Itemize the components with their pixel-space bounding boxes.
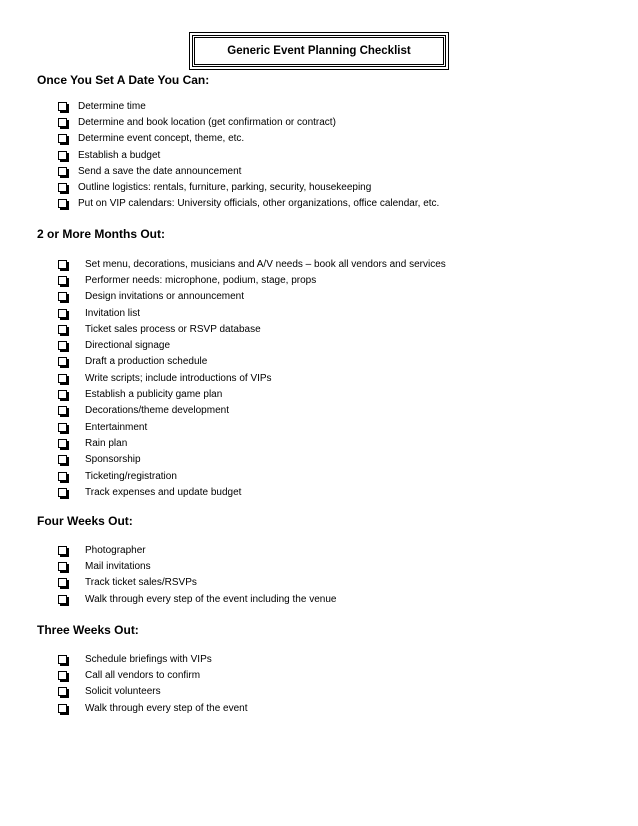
list-item xyxy=(37,651,617,667)
item-label: Invitation list xyxy=(85,307,141,319)
checkbox[interactable] xyxy=(58,292,67,301)
item-label: Sponsorship xyxy=(85,454,141,466)
checkbox[interactable] xyxy=(58,374,67,383)
list-item xyxy=(37,370,617,386)
checkbox[interactable] xyxy=(58,357,67,366)
checkbox[interactable] xyxy=(58,102,67,111)
item-label: Walk through every step of the event including the venue xyxy=(85,593,337,605)
list-item xyxy=(37,591,617,607)
item-label: Ticketing/registration xyxy=(85,470,177,482)
section-heading: 2 or More Months Out: xyxy=(37,227,165,241)
section-heading: Three Weeks Out: xyxy=(37,623,139,637)
checkbox[interactable] xyxy=(58,562,67,571)
item-label: Directional signage xyxy=(85,340,171,352)
checkbox[interactable] xyxy=(58,276,67,285)
item-label: Design invitations or announcement xyxy=(85,291,244,303)
item-label: Mail invitations xyxy=(85,560,151,572)
list-item xyxy=(37,321,617,337)
list-item xyxy=(37,386,617,402)
item-label: Draft a production schedule xyxy=(85,356,208,368)
item-label: Track expenses and update budget xyxy=(85,486,242,498)
checkbox[interactable] xyxy=(58,671,67,680)
checkbox[interactable] xyxy=(58,134,67,143)
item-label: Solicit volunteers xyxy=(85,686,161,698)
item-label: Call all vendors to confirm xyxy=(85,669,201,681)
list-item xyxy=(37,468,617,484)
item-label: Rain plan xyxy=(85,437,128,449)
checkbox[interactable] xyxy=(58,151,67,160)
checklist xyxy=(37,256,617,500)
checkbox[interactable] xyxy=(58,578,67,587)
checkbox[interactable] xyxy=(58,325,67,334)
checklist xyxy=(37,651,617,716)
item-label: Entertainment xyxy=(85,421,148,433)
list-item xyxy=(37,256,617,272)
item-label: Outline logistics: rentals, furniture, parking, security, housekeeping xyxy=(78,182,372,194)
item-label: Write scripts; include introductions of VIPs xyxy=(85,372,272,384)
list-item xyxy=(37,272,617,288)
list-item xyxy=(37,114,617,130)
list-item xyxy=(37,98,617,114)
item-label: Decorations/theme development xyxy=(85,405,229,417)
list-item xyxy=(37,179,617,195)
checkbox[interactable] xyxy=(58,309,67,318)
checkbox[interactable] xyxy=(58,455,67,464)
item-label: Establish a publicity game plan xyxy=(85,389,223,401)
item-label: Determine event concept, theme, etc. xyxy=(78,133,245,145)
item-label: Determine and book location (get confirmation or contract) xyxy=(78,116,336,128)
item-label: Establish a budget xyxy=(78,149,161,161)
checkbox[interactable] xyxy=(58,167,67,176)
checkbox[interactable] xyxy=(58,488,67,497)
page-title: Generic Event Planning Checklist xyxy=(192,35,446,67)
checkbox[interactable] xyxy=(58,406,67,415)
item-label: Photographer xyxy=(85,544,146,556)
checkbox[interactable] xyxy=(58,655,67,664)
list-item xyxy=(37,542,617,558)
checkbox[interactable] xyxy=(58,390,67,399)
checkbox[interactable] xyxy=(58,439,67,448)
item-label: Set menu, decorations, musicians and A/V needs – book all vendors and services xyxy=(85,258,446,270)
list-item xyxy=(37,452,617,468)
checkbox[interactable] xyxy=(58,183,67,192)
section-two-months-out xyxy=(37,226,617,500)
list-item xyxy=(37,131,617,147)
list-item xyxy=(37,484,617,500)
section-three-weeks-out xyxy=(37,622,617,716)
list-item xyxy=(37,196,617,212)
item-label: Walk through every step of the event xyxy=(85,702,248,714)
list-item xyxy=(37,558,617,574)
checklist xyxy=(37,98,617,212)
item-label: Determine time xyxy=(78,100,146,112)
section-heading: Four Weeks Out: xyxy=(37,514,133,528)
checkbox[interactable] xyxy=(58,687,67,696)
item-label: Send a save the date announcement xyxy=(78,165,242,177)
section-heading: Once You Set A Date You Can: xyxy=(37,73,210,87)
item-label: Track ticket sales/RSVPs xyxy=(85,577,197,589)
section-once-date-set xyxy=(37,72,617,212)
list-item xyxy=(37,305,617,321)
list-item xyxy=(37,147,617,163)
list-item xyxy=(37,289,617,305)
checkbox[interactable] xyxy=(58,546,67,555)
item-label: Ticket sales process or RSVP database xyxy=(85,323,261,335)
item-label: Performer needs: microphone, podium, stage, props xyxy=(85,274,317,286)
checkbox[interactable] xyxy=(58,118,67,127)
item-label: Put on VIP calendars: University officials, other organizations, office calendar, etc. xyxy=(78,198,440,210)
list-item xyxy=(37,575,617,591)
checkbox[interactable] xyxy=(58,472,67,481)
list-item xyxy=(37,700,617,716)
checklist xyxy=(37,542,617,607)
checkbox[interactable] xyxy=(58,423,67,432)
list-item xyxy=(37,354,617,370)
list-item xyxy=(37,435,617,451)
list-item xyxy=(37,163,617,179)
checkbox[interactable] xyxy=(58,341,67,350)
checkbox[interactable] xyxy=(58,595,67,604)
checkbox[interactable] xyxy=(58,704,67,713)
section-four-weeks-out xyxy=(37,513,617,607)
list-item xyxy=(37,684,617,700)
list-item xyxy=(37,419,617,435)
list-item xyxy=(37,337,617,353)
checkbox[interactable] xyxy=(58,199,67,208)
list-item xyxy=(37,403,617,419)
list-item xyxy=(37,667,617,683)
item-label: Schedule briefings with VIPs xyxy=(85,653,212,665)
checkbox[interactable] xyxy=(58,260,67,269)
